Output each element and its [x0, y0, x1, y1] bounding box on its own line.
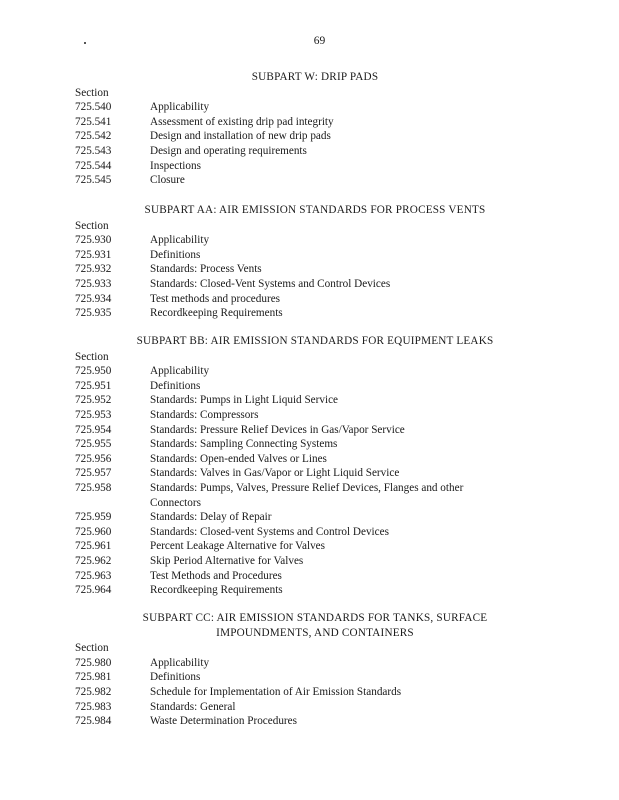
- section-number: 725.541: [75, 115, 112, 128]
- section-entry: [75, 129, 555, 144]
- section-number: 725.955: [75, 438, 112, 451]
- section-entry: [75, 452, 555, 467]
- section-entry: [75, 115, 555, 130]
- section-number: 725.960: [75, 525, 112, 538]
- section-title: Applicability: [150, 656, 210, 669]
- section-title: Percent Leakage Alternative for Valves: [150, 540, 325, 553]
- section-entry: [75, 408, 555, 423]
- section-entry: [75, 554, 555, 569]
- section-title: Schedule for Implementation of Air Emission Standards: [150, 685, 402, 698]
- section-entry: [75, 423, 555, 438]
- section-title: Standards: General: [150, 700, 236, 713]
- subpart-cc: [75, 611, 555, 729]
- section-number: 725.982: [75, 685, 112, 698]
- section-title: Standards: Pumps in Light Liquid Service: [150, 394, 338, 407]
- section-title: Assessment of existing drip pad integrity: [150, 115, 334, 128]
- section-entry: [75, 306, 555, 321]
- section-number: 725.984: [75, 715, 112, 728]
- section-title: Standards: Closed-vent Systems and Control Devices: [150, 525, 389, 538]
- section-title: Applicability: [150, 101, 210, 114]
- section-number: 725.951: [75, 379, 112, 392]
- subpart-aa: [75, 203, 555, 321]
- section-number: 725.933: [75, 277, 112, 290]
- page-number: 69: [313, 35, 326, 47]
- section-number: 725.980: [75, 656, 112, 669]
- section-entry: [75, 510, 555, 525]
- section-title: Standards: Compressors: [150, 408, 259, 421]
- section-number: 725.959: [75, 511, 112, 524]
- section-title: Recordkeeping Requirements: [150, 584, 283, 597]
- section-title: Test methods and procedures: [150, 292, 281, 305]
- section-number: 725.543: [75, 144, 112, 157]
- section-number: 725.950: [75, 365, 112, 378]
- section-title: Standards: Sampling Connecting Systems: [150, 438, 338, 451]
- section-number: 725.961: [75, 540, 112, 553]
- section-entry: [75, 159, 555, 174]
- subpart-bb: [75, 334, 555, 598]
- section-column-label: Section: [75, 86, 109, 99]
- section-title: Standards: Open-ended Valves or Lines: [150, 452, 327, 465]
- section-entry: [75, 685, 555, 700]
- section-number: 725.954: [75, 423, 112, 436]
- section-title: Test Methods and Procedures: [150, 569, 282, 582]
- section-column-label: Section: [75, 350, 109, 363]
- section-entry: [75, 277, 555, 292]
- section-number: 725.544: [75, 159, 112, 172]
- section-entry: [75, 525, 555, 540]
- section-number: 725.962: [75, 554, 112, 567]
- section-entry: [75, 569, 555, 584]
- section-entry: [75, 292, 555, 307]
- subpart-heading: SUBPART AA: AIR EMISSION STANDARDS FOR PROCESS VENTS: [144, 204, 486, 216]
- section-entry: [75, 466, 555, 481]
- section-title: Skip Period Alternative for Valves: [150, 554, 304, 567]
- section-entry: [75, 714, 555, 729]
- section-title: Inspections: [150, 159, 201, 172]
- section-entry: [75, 379, 555, 394]
- section-entry: [75, 262, 555, 277]
- section-entry: [75, 656, 555, 671]
- section-title: Definitions: [150, 379, 201, 392]
- section-entry: [75, 437, 555, 452]
- section-number: 725.964: [75, 584, 112, 597]
- section-number: 725.935: [75, 307, 112, 320]
- section-title: Design and operating requirements: [150, 144, 307, 157]
- section-entry: [75, 248, 555, 263]
- section-column-label: Section: [75, 219, 109, 232]
- section-entry: [75, 583, 555, 598]
- section-title: Waste Determination Procedures: [150, 715, 297, 728]
- section-number: 725.934: [75, 292, 112, 305]
- section-title: Closure: [150, 174, 185, 187]
- section-number: 725.932: [75, 263, 112, 276]
- section-number: 725.545: [75, 174, 112, 187]
- section-entry: [75, 700, 555, 715]
- section-title: Standards: Process Vents: [150, 263, 262, 276]
- section-entry: [75, 100, 555, 115]
- section-number: 725.981: [75, 671, 112, 684]
- section-number: 725.952: [75, 394, 112, 407]
- subpart-heading: SUBPART CC: AIR EMISSION STANDARDS FOR TANKS, SURFACE IMPOUNDMENTS, AND CONTAINERS: [142, 612, 488, 639]
- section-number: 725.931: [75, 248, 112, 261]
- section-title: Standards: Valves in Gas/Vapor or Light Liquid Service: [150, 467, 400, 480]
- section-number: 725.956: [75, 452, 112, 465]
- section-number: 725.540: [75, 101, 112, 114]
- subpart-heading: SUBPART BB: AIR EMISSION STANDARDS FOR EQUIPMENT LEAKS: [136, 335, 494, 347]
- section-entry: [75, 539, 555, 554]
- section-title: Standards: Closed-Vent Systems and Control Devices: [150, 277, 391, 290]
- section-entry: [75, 670, 555, 685]
- subpart-w: [75, 70, 555, 188]
- section-title: Design and installation of new drip pads: [150, 130, 331, 143]
- section-number: 725.957: [75, 467, 112, 480]
- section-title: Applicability: [150, 234, 210, 247]
- section-entry: [75, 144, 555, 159]
- section-entry: [75, 173, 555, 188]
- subpart-heading: SUBPART W: DRIP PADS: [251, 71, 379, 83]
- section-title: Standards: Pumps, Valves, Pressure Relief Devices, Flanges and other Connectors: [150, 481, 464, 509]
- section-title: Definitions: [150, 248, 201, 261]
- section-title: Definitions: [150, 671, 201, 684]
- section-title: Applicability: [150, 365, 210, 378]
- section-entry: [75, 233, 555, 248]
- section-title: Standards: Pressure Relief Devices in Gas/Vapor Service: [150, 423, 405, 436]
- section-number: 725.963: [75, 569, 112, 582]
- section-entry: [75, 364, 555, 379]
- section-number: 725.542: [75, 130, 112, 143]
- section-column-label: Section: [75, 642, 109, 655]
- section-number: 725.953: [75, 408, 112, 421]
- section-number: 725.958: [75, 481, 112, 494]
- section-title: Standards: Delay of Repair: [150, 511, 272, 524]
- section-title: Recordkeeping Requirements: [150, 307, 283, 320]
- section-entry: [75, 393, 555, 408]
- section-entry: [75, 481, 555, 510]
- section-number: 725.930: [75, 234, 112, 247]
- section-number: 725.983: [75, 700, 112, 713]
